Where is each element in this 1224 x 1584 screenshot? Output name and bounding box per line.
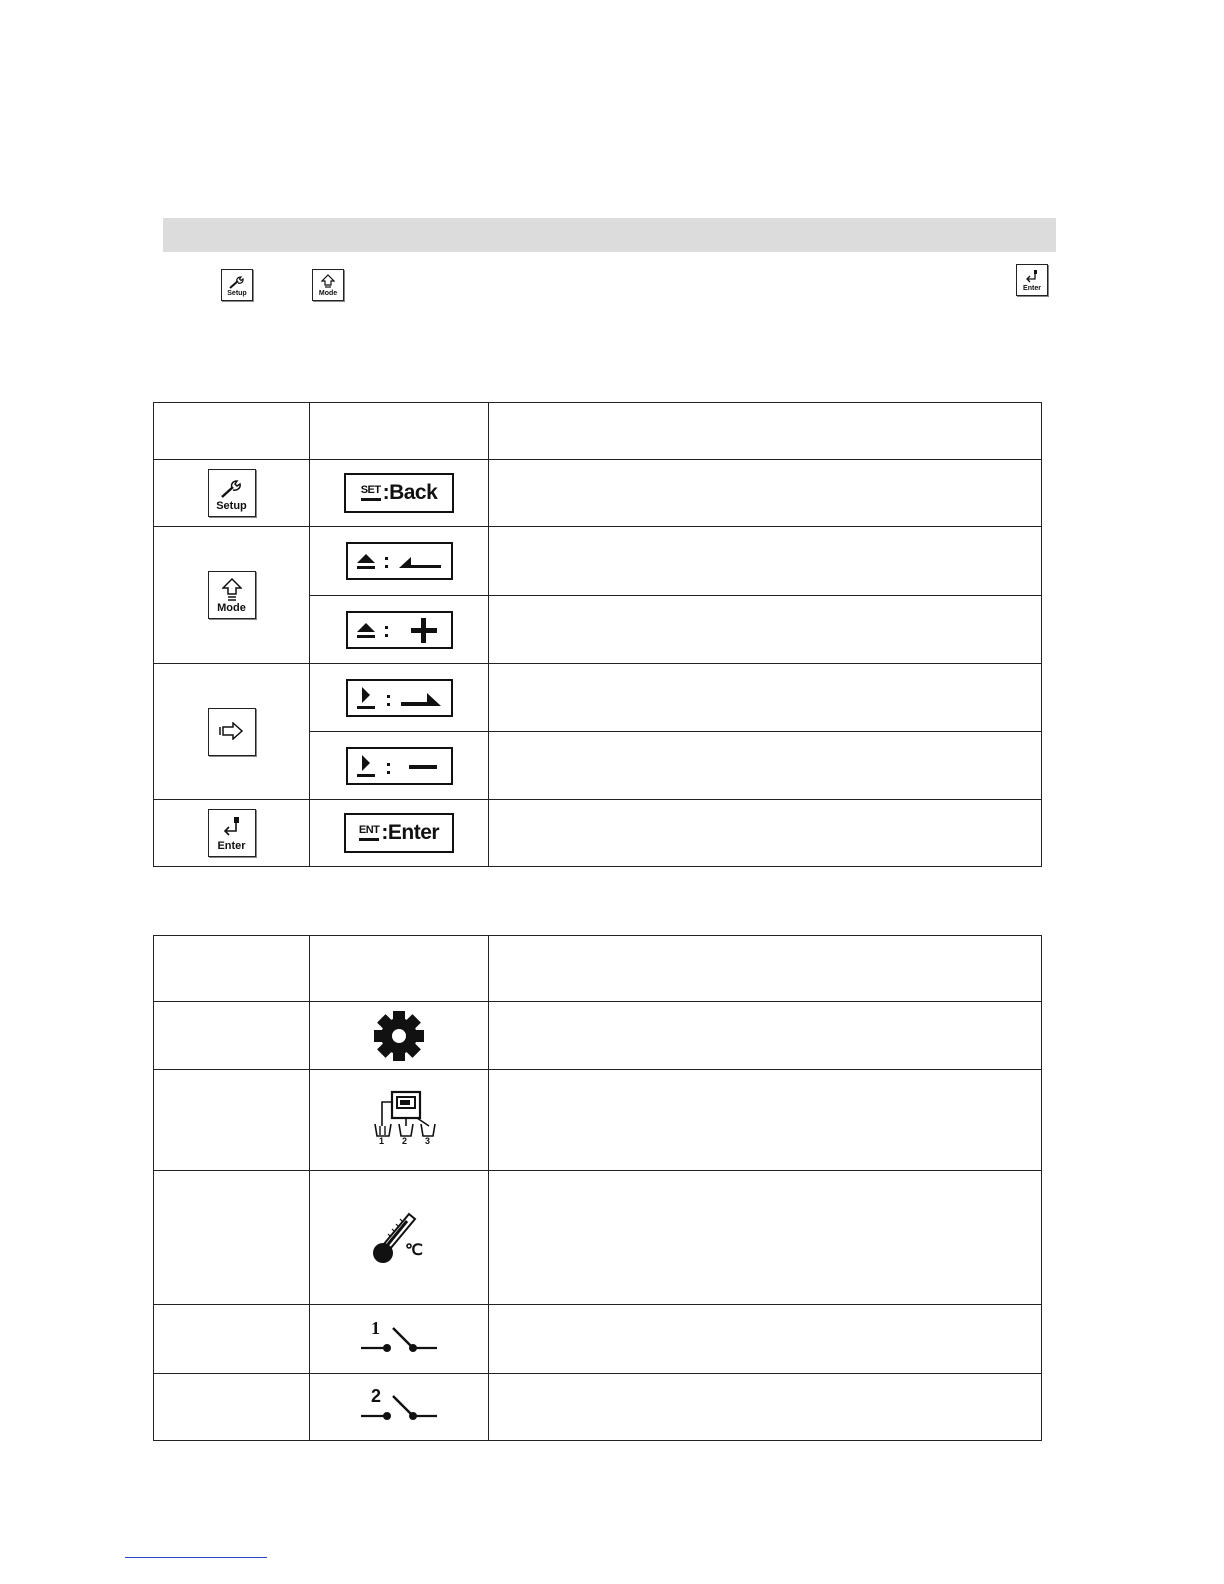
name-cell [154,1171,310,1305]
separator-colon [385,626,388,637]
minus-icon [409,765,437,769]
table-header-row [154,403,1042,460]
decrease-ramp-icon [401,693,441,706]
header-cell-description [489,403,1042,460]
relay-switch-icon [359,1386,439,1428]
setup-key-label: Setup [216,500,247,512]
header-cell-icon [310,936,489,1002]
name-cell [154,1374,310,1441]
table-row [154,1374,1042,1441]
separator-colon [385,557,388,568]
lcd-play-minus [346,747,453,785]
icon-cell [310,1374,489,1441]
description-cell [489,664,1042,732]
footer-rule [125,1557,267,1558]
description-cell [489,460,1042,527]
display-cell [310,460,489,527]
display-cell [310,800,489,867]
table-row [154,800,1042,867]
up-arrow-icon [321,274,335,290]
description-cell [489,527,1042,596]
enter-key [208,809,256,857]
lcd-tag-set: SET [361,485,381,501]
enter-key-label: Enter [1023,285,1041,292]
icon-table [153,935,1042,1441]
gear-icon [371,1010,427,1062]
enter-key-label: Enter [217,840,246,852]
header-cell-description [489,936,1042,1002]
mode-key [208,571,256,619]
setup-key-label: Setup [227,290,247,297]
display-cell [310,596,489,664]
key-cell [154,800,310,867]
description-cell [489,1002,1042,1070]
description-cell [489,800,1042,867]
wrench-icon [228,276,246,290]
header-cell-key [154,403,310,460]
lcd-text-enter: :Enter [381,821,440,844]
lcd-set-back [344,473,454,513]
icon-cell [310,1002,489,1070]
table-row [154,1171,1042,1305]
setup-key [208,469,256,517]
section-heading-bar [163,218,1056,252]
mode-key-label: Mode [318,290,338,297]
relay-switch-icon [359,1318,439,1360]
return-arrow-icon [220,816,244,840]
description-cell [489,596,1042,664]
description-cell [489,732,1042,800]
separator-colon [387,695,390,706]
table-row [154,460,1042,527]
mode-key-label: Mode [217,602,246,614]
multi-channel-meter-icon [359,1090,439,1150]
display-cell [310,732,489,800]
plus-icon [411,618,437,643]
increase-ramp-icon [399,557,441,568]
key-cell [154,460,310,527]
table-row [154,1002,1042,1070]
play-underline-icon [357,687,375,709]
description-cell [489,1171,1042,1305]
lcd-play-ramp-down [346,679,453,717]
separator-colon [387,763,390,774]
table-row [154,664,1042,732]
header-cell-display [310,403,489,460]
table-header-row [154,936,1042,1002]
eject-icon [357,623,375,638]
lcd-ent-enter [344,813,454,853]
description-cell [489,1374,1042,1441]
relay-number-2: 2 [371,1386,382,1406]
key-function-table [153,402,1042,867]
thermometer-icon [369,1210,429,1266]
setup-key [221,269,253,301]
wrench-icon [219,480,245,500]
lcd-tag-ent: ENT [359,825,380,841]
channel-number-1: 1 [379,1136,385,1146]
up-arrow-icon [222,578,242,602]
icon-cell [310,1305,489,1374]
name-cell [154,1070,310,1171]
description-cell [489,1070,1042,1171]
key-cell [154,664,310,800]
table-row [154,1070,1042,1171]
description-cell [489,1305,1042,1374]
channel-number-2: 2 [402,1136,408,1146]
eject-icon [357,554,375,569]
enter-key [1016,264,1048,296]
temperature-unit: ℃ [405,1241,423,1259]
name-cell [154,1002,310,1070]
relay-number-1: 1 [371,1318,380,1338]
return-arrow-icon [1024,269,1040,285]
lcd-eject-ramp-up [346,542,453,580]
lcd-eject-plus [346,611,453,649]
header-cell-name [154,936,310,1002]
table-row [154,1305,1042,1374]
channel-number-3: 3 [425,1136,431,1146]
lcd-text-back: :Back [382,481,438,504]
icon-cell [310,1171,489,1305]
display-cell [310,527,489,596]
icon-cell [310,1070,489,1171]
mode-key [312,269,344,301]
name-cell [154,1305,310,1374]
key-cell [154,527,310,664]
table-row [154,527,1042,596]
display-cell [310,664,489,732]
right-arrow-key [208,708,256,756]
right-arrow-icon [219,722,245,740]
play-underline-icon [357,755,375,777]
